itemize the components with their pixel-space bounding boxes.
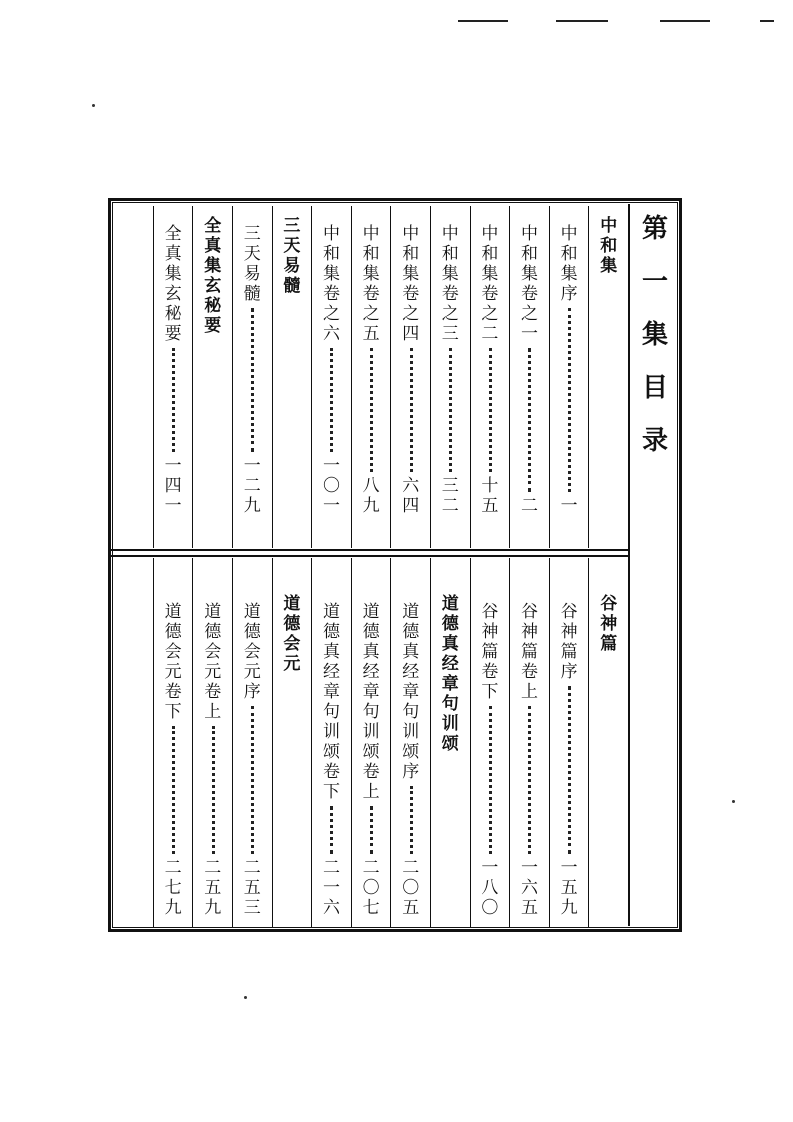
scan-mark [660,20,710,22]
toc-entry[interactable] [549,558,589,928]
toc-entry[interactable] [311,206,351,548]
heading-text: 道 德 会 元 [283,594,301,674]
scan-mark [760,20,774,22]
section-divider [111,555,628,557]
page-number: 二 五 三 [243,858,261,918]
dot-leader [528,706,531,854]
toc-entry[interactable] [390,206,430,548]
dot-leader [410,786,413,854]
page-number: 一 六 五 [520,858,538,918]
toc-heading [588,558,628,928]
dot-leader [251,706,254,854]
page-number: 二 七 九 [164,858,182,918]
dot-leader [212,726,215,854]
toc-entry[interactable] [509,206,549,548]
toc-entry[interactable] [153,206,193,548]
scan-speck [732,800,735,803]
toc-entry[interactable] [232,558,272,928]
page-number: 一 二 九 [243,456,261,516]
scan-speck [244,996,247,999]
toc-entry[interactable] [351,558,391,928]
dot-leader [489,706,492,854]
page-number: 二 〇 七 [362,858,380,918]
dot-leader [528,348,531,492]
toc-entry[interactable] [153,558,193,928]
entry-title: 道 德 会 元 序 [243,602,261,702]
page-number: 一 〇 一 [322,456,340,516]
entry-title: 中 和 集 卷 之 二 [481,224,499,344]
toc-entry[interactable] [351,206,391,548]
entry-title: 道 德 真 经 章 句 训 颂 卷 下 [322,602,340,802]
scan-mark [458,20,508,22]
toc-heading [588,206,628,548]
scan-mark [556,20,608,22]
toc-entry[interactable] [390,558,430,928]
title-char: 录 [641,426,668,456]
toc-heading [272,206,312,548]
entry-title: 道 德 会 元 卷 上 [204,602,222,722]
page-number: 八 九 [362,476,380,516]
page-number: 六 四 [402,476,420,516]
dot-leader [410,348,413,472]
entry-title: 谷 神 篇 卷 上 [520,602,538,702]
entry-title: 中 和 集 卷 之 六 [322,224,340,344]
title-column [628,204,680,926]
heading-text: 道 德 真 经 章 句 训 颂 [441,594,459,754]
dot-leader [449,348,452,472]
entry-title: 中 和 集 卷 之 三 [441,224,459,344]
page-number: 二 一 六 [322,858,340,918]
toc-entry[interactable] [470,558,510,928]
section-divider [111,549,628,551]
dot-leader [370,348,373,472]
toc-heading [192,206,232,548]
page-number: 二 五 九 [204,858,222,918]
dot-leader [330,806,333,854]
entry-title: 中 和 集 序 [560,224,578,304]
page-number: 二 [520,496,538,516]
toc-entry[interactable] [470,206,510,548]
toc-entry[interactable] [509,558,549,928]
page-number: 三 二 [441,476,459,516]
dot-leader [172,348,175,452]
scan-speck [92,104,95,107]
entry-title: 中 和 集 卷 之 四 [402,224,420,344]
entry-title: 中 和 集 卷 之 五 [362,224,380,344]
dot-leader [330,348,333,452]
toc-entry[interactable] [232,206,272,548]
toc-entry[interactable] [311,558,351,928]
page-number: 二 〇 五 [402,858,420,918]
heading-text: 谷 神 篇 [600,594,618,654]
entry-title: 全 真 集 玄 秘 要 [164,224,182,344]
dot-leader [568,686,571,854]
page-number: 一 四 一 [164,456,182,516]
entry-title: 道 德 真 经 章 句 训 颂 卷 上 [362,602,380,802]
page-number: 十 五 [481,476,499,516]
toc-heading [430,558,470,928]
entry-title: 中 和 集 卷 之 一 [520,224,538,344]
entry-title: 三 天 易 髓 [243,224,261,304]
title-char: 一 [641,267,668,297]
dot-leader [370,806,373,854]
toc-heading [272,558,312,928]
title-char: 集 [641,320,668,350]
entry-title: 道 德 真 经 章 句 训 颂 序 [402,602,420,782]
title-char: 第 [641,214,668,244]
entry-title: 道 德 会 元 卷 下 [164,602,182,722]
page-number: 一 [560,496,578,516]
dot-leader [251,308,254,452]
entry-title: 谷 神 篇 序 [560,602,578,682]
title-char: 目 [641,373,668,403]
entry-title: 谷 神 篇 卷 下 [481,602,499,702]
heading-text: 全 真 集 玄 秘 要 [204,216,222,336]
dot-leader [489,348,492,472]
heading-text: 三 天 易 髓 [283,216,301,296]
page-number: 一 五 九 [560,858,578,918]
dot-leader [568,308,571,492]
toc-entry[interactable] [430,206,470,548]
dot-leader [172,726,175,854]
toc-entry[interactable] [549,206,589,548]
toc-entry[interactable] [192,558,232,928]
heading-text: 中 和 集 [600,216,618,276]
page-number: 一 八 〇 [481,858,499,918]
